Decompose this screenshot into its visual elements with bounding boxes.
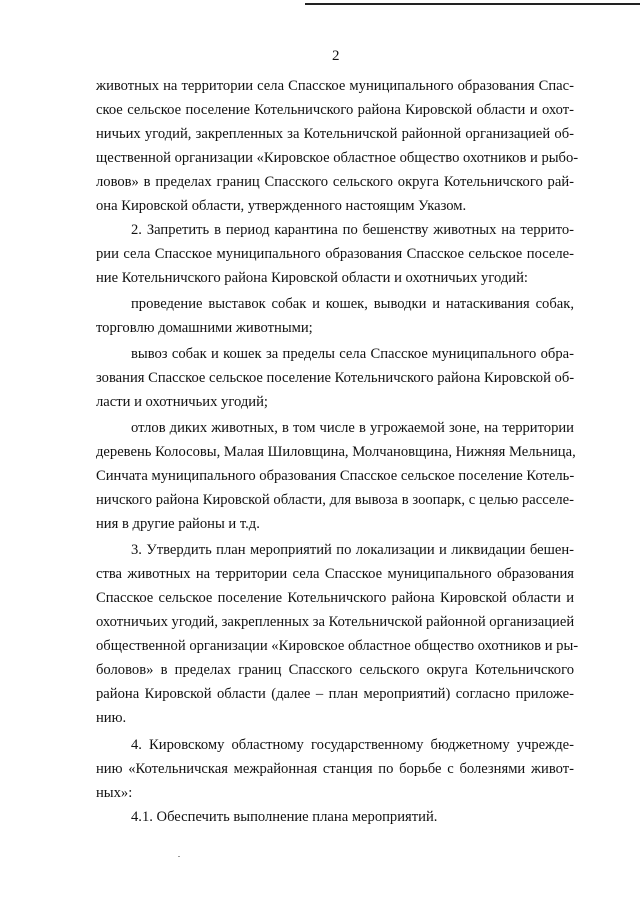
list-item-exhibitions: проведение выставок собак и кошек, выводки и натаскивания собак, bbox=[131, 296, 574, 312]
list-item-capture: отлов диких животных, в том числе в угрожаемой зоне, на территории bbox=[131, 420, 574, 436]
paragraph-4-start: 4. Кировскому областному государственному бюджетному учрежде- bbox=[131, 737, 574, 753]
text-line: ловов» в пределах границ Спасского сельского округа Котельничского рай- bbox=[96, 174, 574, 190]
text-line: ных»: bbox=[96, 785, 133, 801]
paragraph-4-1: 4.1. Обеспечить выполнение плана мероприятий. bbox=[131, 809, 438, 825]
text-line: ничьих угодий, закрепленных за Котельничской районной организацией об- bbox=[96, 126, 574, 142]
text-line: боловов» в пределах границ Спасского сельского округа Котельничского bbox=[96, 662, 574, 678]
top-border-rule bbox=[305, 3, 640, 5]
text-line: торговлю домашними животными; bbox=[96, 320, 313, 336]
text-line: Спасское сельское поселение Котельничского района Кировской области и bbox=[96, 590, 574, 606]
page-number: 2 bbox=[332, 48, 340, 64]
paragraph-3-start: 3. Утвердить план мероприятий по локализации и ликвидации бешен- bbox=[131, 542, 574, 558]
text-line: нию «Котельничская межрайонная станция по борьбе с болезнями живот- bbox=[96, 761, 574, 777]
scan-speck bbox=[178, 856, 180, 857]
text-line: щественной организации «Кировское областное общество охотников и рыбо- bbox=[96, 150, 579, 166]
text-line: ское сельское поселение Котельничского района Кировской области и охот- bbox=[96, 102, 574, 118]
text-line: она Кировской области, утвержденного настоящим Указом. bbox=[96, 198, 467, 214]
text-line: района Кировской области (далее – план мероприятий) согласно приложе- bbox=[96, 686, 574, 702]
text-line: нию. bbox=[96, 710, 127, 726]
text-line: Синчата муниципального образования Спасское сельское поселение Котель- bbox=[96, 468, 575, 484]
text-line: ние Котельничского района Кировской области и охотничьих угодий: bbox=[96, 270, 528, 286]
text-line: ничского района Кировской области, для вывоза в зоопарк, с целью расселе- bbox=[96, 492, 574, 508]
text-line: ния в другие районы и т.д. bbox=[96, 516, 260, 532]
text-line: охотничьих угодий, закрепленных за Котельничской районной организацией bbox=[96, 614, 575, 630]
text-line: зования Спасское сельское поселение Котельничского района Кировской об- bbox=[96, 370, 575, 386]
text-line: ласти и охотничьих угодий; bbox=[96, 394, 268, 410]
list-item-export: вывоз собак и кошек за пределы села Спасское муниципального обра- bbox=[131, 346, 574, 362]
paragraph-2-start: 2. Запретить в период карантина по бешенству животных на террито- bbox=[131, 222, 574, 238]
text-line: общественной организации «Кировское областное общество охотников и ры- bbox=[96, 638, 579, 654]
text-line: деревень Колосовы, Малая Шиловщина, Молчановщина, Нижняя Мельница, bbox=[96, 444, 576, 460]
text-line: рии села Спасское муниципального образования Спасское сельское поселе- bbox=[96, 246, 574, 262]
text-line: ства животных на территории села Спасское муниципального образования bbox=[96, 566, 574, 582]
text-line: животных на территории села Спасское муниципального образования Спас- bbox=[96, 78, 574, 94]
